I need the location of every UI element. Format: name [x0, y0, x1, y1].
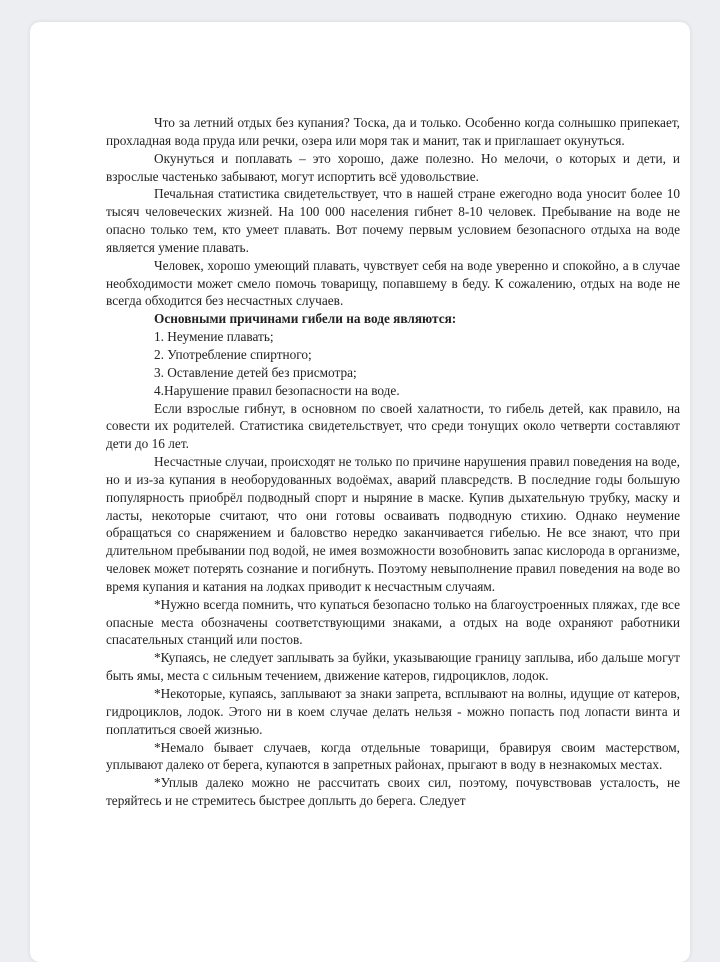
list-item: 3. Оставление детей без присмотра;: [154, 364, 357, 380]
list-item: 4.Нарушение правил безопасности на воде.: [154, 382, 400, 398]
paragraph: Несчастные случаи, происходят не только по причине нарушения правил поведения на воде, но и из-за купания в необорудованных водоёмах, аварий плавсредств. В последние годы большую популярность приобрёл подводный спорт и ныряние в маске. Купив дыхательную трубку, маску и ласты, некоторые считают, что они готовы осваивать подводную стихию. Однако неумение обращаться со снаряжением и баловство нередко заканчивается гибелью. Не все знают, что при длительном пребывании под водой, не имея возможности возобновить запас кислорода в организме, человек может потерять сознание и погибнуть. Поэтому невыполнение правил поведения на воде во время купания и катания на лодках приводит к несчастным случаям.: [106, 454, 680, 594]
document-page: [30, 22, 690, 962]
list-item: 1. Неумение плавать;: [154, 329, 274, 345]
paragraph: *Уплыв далеко можно не рассчитать своих сил, поэтому, почувствовав усталость, не теряйтесь и не стремитесь быстрее доплыть до берега. Следует: [106, 775, 680, 809]
paragraph: Печальная статистика свидетельствует, что в нашей стране ежегодно вода уносит более 10 тысяч человеческих жизней. На 100 000 населения гибнет 8-10 человек. Пребывание на воде не опасно только тем, кто умеет плавать. Вот почему первым условием безопасного отдыха на воде является умение плавать.: [106, 186, 680, 255]
paragraph: Что за летний отдых без купания? Тоска, да и только. Особенно когда солнышко припекает, прохладная вода пруда или речки, озера или моря так и манит, так и приглашает окунуться.: [106, 115, 680, 148]
paragraph: *Купаясь, не следует заплывать за буйки, указывающие границу заплыва, ибо дальше могут быть ямы, места с сильным течением, движение катеров, гидроциклов, лодок.: [106, 650, 680, 684]
paragraph: *Нужно всегда помнить, что купаться безопасно только на благоустроенных пляжах, где все опасные места обозначены соответствующими знаками, а отдых на воде охраняют работники спасательных станций или постов.: [106, 596, 680, 648]
list-item: 2. Употребление спиртного;: [154, 346, 312, 362]
paragraph: Окунуться и поплавать – это хорошо, даже полезно. Но мелочи, о которых и дети, и взрослые частенько забывают, могут испортить всё удовольствие.: [106, 150, 680, 184]
paragraph: *Немало бывает случаев, когда отдельные товарищи, бравируя своим мастерством, уплывают далеко от берега, купаются в запретных районах, прыгают в воду в незнакомых местах.: [106, 739, 680, 773]
section-heading: Основными причинами гибели на воде являются:: [154, 311, 457, 327]
paragraph: *Некоторые, купаясь, заплывают за знаки запрета, всплывают на волны, идущие от катеров, гидроциклов, лодок. Этого ни в коем случае делать нельзя - можно попасть под лопасти винта и поплатиться своей жизнью.: [106, 686, 680, 737]
document-body: [106, 114, 680, 810]
paragraph: Если взрослые гибнут, в основном по своей халатности, то гибель детей, как правило, на совести их родителей. Статистика свидетельствует, что среди тонущих около четверти составляют дети до 16 лет.: [106, 400, 680, 452]
paragraph: Человек, хорошо умеющий плавать, чувствует себя на воде уверенно и спокойно, а в случае необходимости может смело помочь товарищу, попавшему в беду. К сожалению, отдых на воде не всегда обходится без несчастных случаев.: [106, 257, 680, 309]
